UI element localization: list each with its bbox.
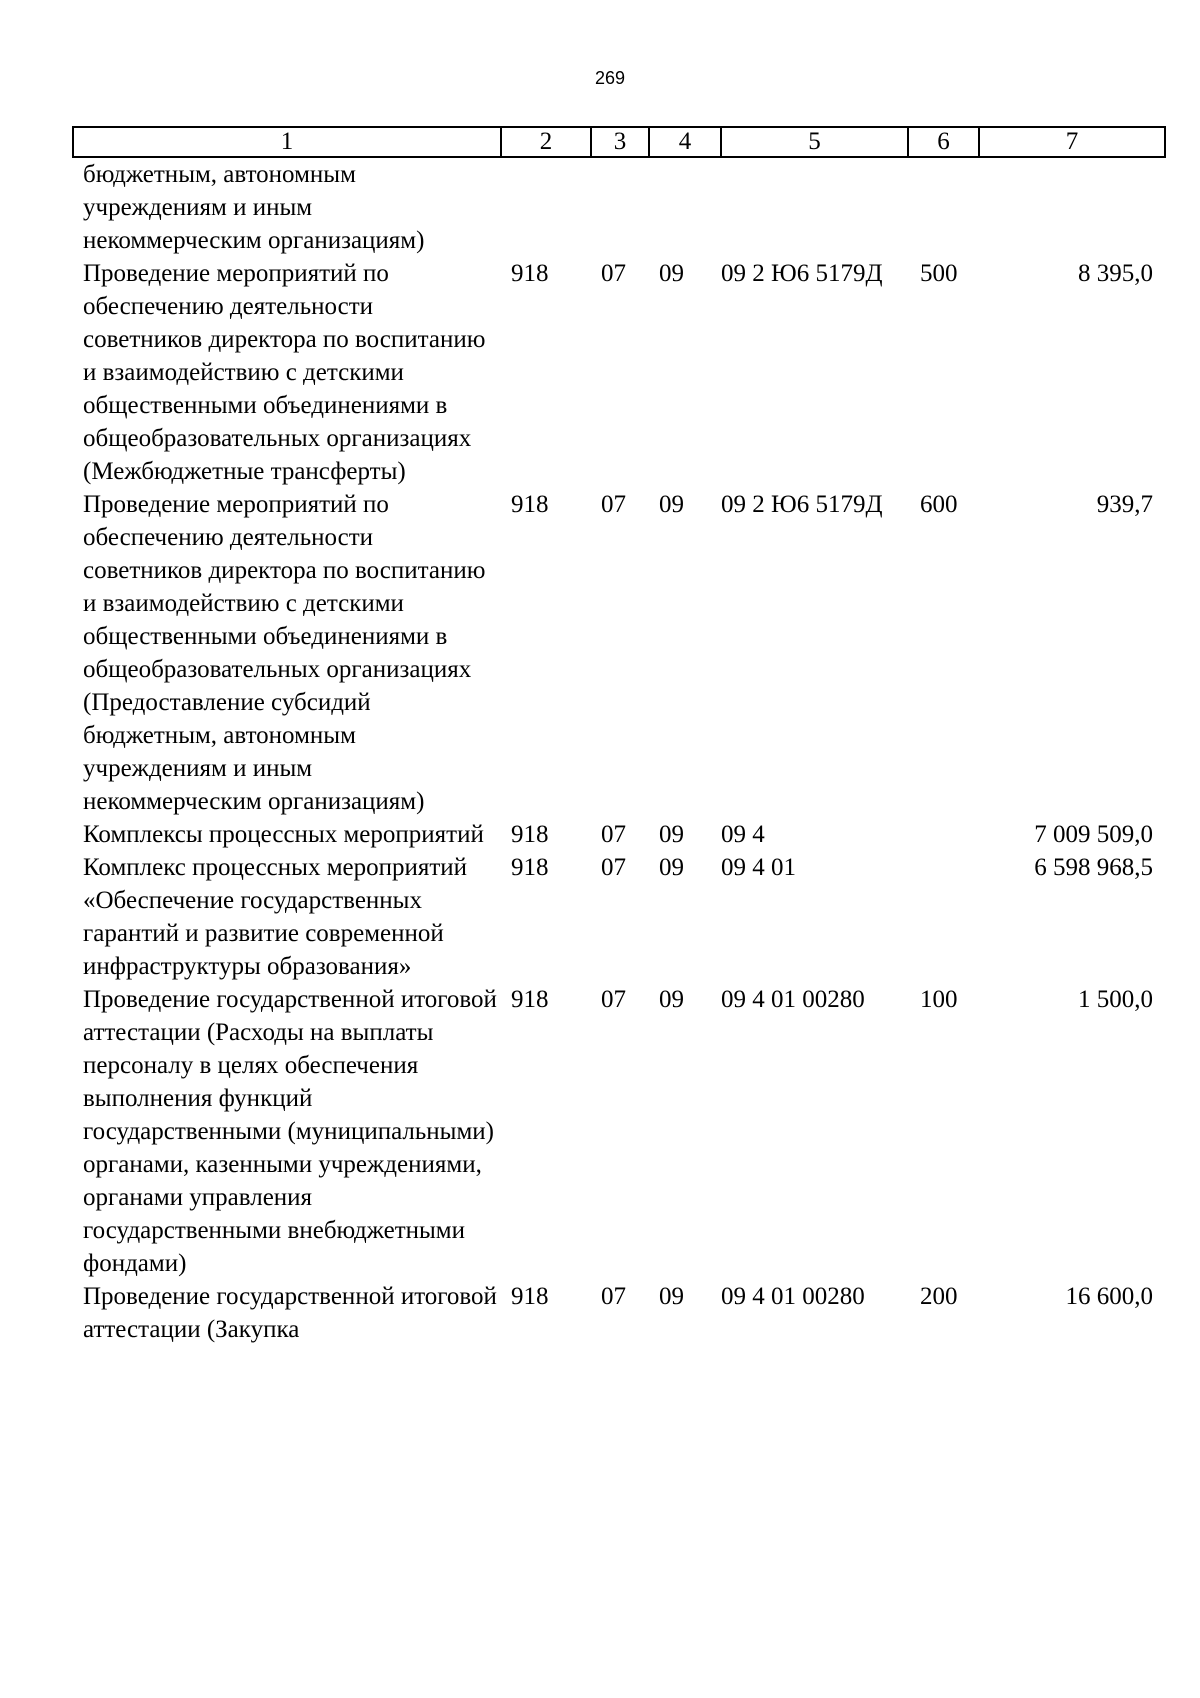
row-ministry-code: 918 <box>511 821 549 848</box>
row-expense-type: 200 <box>920 1283 958 1310</box>
row-name: Проведение государственной итоговой аттестации (Расходы на выплаты персоналу в целях обеспечения выполнения функций государственными (муниципальными) органами, казенными учреждениями, органами управления государственными внебюджетными фондами) <box>83 986 497 1277</box>
table-row <box>73 1280 1165 1346</box>
row-section: 07 <box>601 821 626 848</box>
row-target-article: 09 2 Ю6 5179Д <box>721 491 883 518</box>
row-section: 07 <box>601 260 626 287</box>
column-header-6: 6 <box>908 127 979 157</box>
row-target-article: 09 2 Ю6 5179Д <box>721 260 883 287</box>
row-section: 07 <box>601 491 626 518</box>
row-expense-type <box>908 818 979 851</box>
row-ministry-code <box>501 157 591 257</box>
budget-table-sheet <box>72 126 1164 1346</box>
row-amount: 6 598 968,5 <box>1034 854 1153 881</box>
row-name: Проведение мероприятий по обеспечению деятельности советников директора по воспитанию и взаимодействию с детскими общественными объединениями в общеобразовательных организациях (Предоставление субсидий бюджетным, автономным учреждениям и иным некоммерческим организациям) <box>83 491 486 815</box>
table-row <box>73 488 1165 818</box>
row-subsection: 09 <box>659 854 684 881</box>
row-ministry-code: 918 <box>511 491 549 518</box>
column-header-7: 7 <box>979 127 1165 157</box>
row-subsection: 09 <box>659 1283 684 1310</box>
row-section: 07 <box>601 854 626 881</box>
row-target-article: 09 4 01 00280 <box>721 1283 865 1310</box>
row-expense-type <box>908 157 979 257</box>
table-row <box>73 157 1165 257</box>
row-subsection <box>649 157 721 257</box>
row-ministry-code: 918 <box>511 986 549 1013</box>
row-subsection: 09 <box>659 260 684 287</box>
row-name: Комплексы процессных мероприятий <box>83 821 484 848</box>
table-row <box>73 818 1165 851</box>
row-name: Проведение государственной итоговой аттестации (Закупка <box>83 1283 497 1343</box>
table-row <box>73 983 1165 1280</box>
row-expense-type: 600 <box>920 491 958 518</box>
row-expense-type: 100 <box>920 986 958 1013</box>
page-number: 269 <box>594 68 626 88</box>
row-section: 07 <box>601 986 626 1013</box>
row-amount <box>979 157 1165 257</box>
table-body <box>73 157 1165 1346</box>
table-header <box>73 127 1165 157</box>
row-target-article: 09 4 <box>721 821 765 848</box>
row-subsection: 09 <box>659 491 684 518</box>
row-target-article <box>721 157 908 257</box>
row-target-article: 09 4 01 00280 <box>721 986 865 1013</box>
row-ministry-code: 918 <box>511 260 549 287</box>
column-header-3: 3 <box>591 127 649 157</box>
row-name: Проведение мероприятий по обеспечению деятельности советников директора по воспитанию и взаимодействию с детскими общественными объединениями в общеобразовательных организациях (Межбюджетные трансферты) <box>83 260 486 485</box>
row-name: бюджетным, автономным учреждениям и иным некоммерческим организациям) <box>83 161 425 254</box>
column-header-4: 4 <box>649 127 721 157</box>
row-amount: 16 600,0 <box>1065 1283 1153 1310</box>
table-row <box>73 851 1165 983</box>
table-row <box>73 257 1165 488</box>
row-amount: 1 500,0 <box>1078 986 1153 1013</box>
row-expense-type: 500 <box>920 260 958 287</box>
row-subsection: 09 <box>659 986 684 1013</box>
column-number-row <box>73 127 1165 157</box>
column-header-5: 5 <box>721 127 908 157</box>
row-amount: 7 009 509,0 <box>1034 821 1153 848</box>
row-section: 07 <box>601 1283 626 1310</box>
row-amount: 939,7 <box>1096 491 1153 518</box>
row-subsection: 09 <box>659 821 684 848</box>
row-name: Комплекс процессных мероприятий «Обеспечение государственных гарантий и развитие современной инфраструктуры образования» <box>83 854 468 980</box>
row-section <box>591 157 649 257</box>
column-header-2: 2 <box>501 127 591 157</box>
row-ministry-code: 918 <box>511 1283 549 1310</box>
row-amount: 8 395,0 <box>1078 260 1153 287</box>
row-ministry-code: 918 <box>511 854 549 881</box>
row-expense-type <box>908 851 979 983</box>
row-target-article: 09 4 01 <box>721 854 796 881</box>
column-header-1: 1 <box>73 127 501 157</box>
budget-table <box>72 126 1166 1346</box>
